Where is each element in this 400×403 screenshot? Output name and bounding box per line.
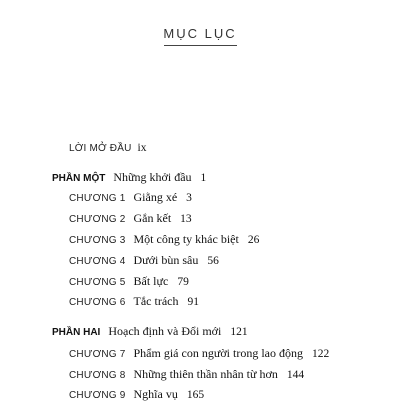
chapter-name: Những thiên thần nhân từ hơn (133, 367, 278, 381)
chapter-name: Phẩm giá con người trong lao động (133, 346, 303, 360)
chapter-label: CHƯƠNG 2 (69, 214, 126, 225)
part-page: 1 (200, 172, 207, 184)
toc-chapter-2[interactable] (69, 211, 192, 227)
title-underline (164, 45, 237, 46)
toc-part-two[interactable] (52, 324, 248, 340)
toc-chapter-8[interactable] (69, 367, 304, 383)
part-name: Hoạch định và Đổi mới (108, 324, 222, 338)
chapter-label: CHƯƠNG 3 (69, 235, 126, 246)
toc-chapter-5[interactable] (69, 274, 189, 290)
chapter-page: 26 (247, 234, 260, 246)
chapter-page: 3 (186, 192, 192, 204)
chapter-page: 13 (180, 213, 192, 225)
toc-chapter-7[interactable] (69, 346, 329, 362)
part-label: PHẦN MỘT (52, 173, 106, 184)
chapter-page: 144 (286, 369, 305, 381)
part-name: Những khởi đầu (113, 170, 192, 184)
chapter-label: CHƯƠNG 5 (69, 277, 126, 288)
chapter-page: 56 (207, 255, 219, 267)
chapter-name: Nghĩa vụ (133, 387, 178, 401)
part-page: 121 (230, 326, 248, 338)
chapter-label: CHƯƠNG 9 (69, 390, 126, 401)
chapter-name: Bất lực (133, 274, 169, 288)
toc-part-one[interactable] (52, 170, 206, 186)
toc-chapter-6[interactable] (69, 294, 199, 310)
chapter-page: 165 (186, 389, 205, 401)
chapter-name: Gắn kết (133, 211, 172, 225)
chapter-name: Giằng xé (133, 190, 178, 204)
part-label: PHẦN HAI (52, 327, 101, 338)
chapter-label: CHƯƠNG 6 (69, 297, 126, 308)
toc-chapter-4[interactable] (69, 253, 219, 269)
chapter-name: Tắc trách (133, 294, 179, 308)
chapter-page: 79 (177, 276, 189, 288)
entry-label: LỜI MỞ ĐẦU (69, 143, 132, 154)
chapter-label: CHƯƠNG 7 (69, 349, 126, 360)
entry-page: ix (137, 142, 147, 154)
chapter-page: 122 (312, 348, 330, 360)
toc-chapter-3[interactable] (69, 232, 259, 248)
toc-chapter-9[interactable] (69, 387, 204, 403)
chapter-label: CHƯƠNG 1 (69, 193, 126, 204)
chapter-name: Một công ty khác biệt (133, 232, 239, 246)
chapter-page: 91 (187, 296, 199, 308)
toc-entry-intro[interactable] (69, 141, 146, 156)
chapter-label: CHƯƠNG 8 (69, 370, 126, 381)
chapter-label: CHƯƠNG 4 (69, 256, 126, 267)
page-title: MỤC LỤC (163, 26, 237, 41)
toc-chapter-1[interactable] (69, 190, 192, 206)
chapter-name: Dưới bùn sâu (133, 253, 199, 267)
